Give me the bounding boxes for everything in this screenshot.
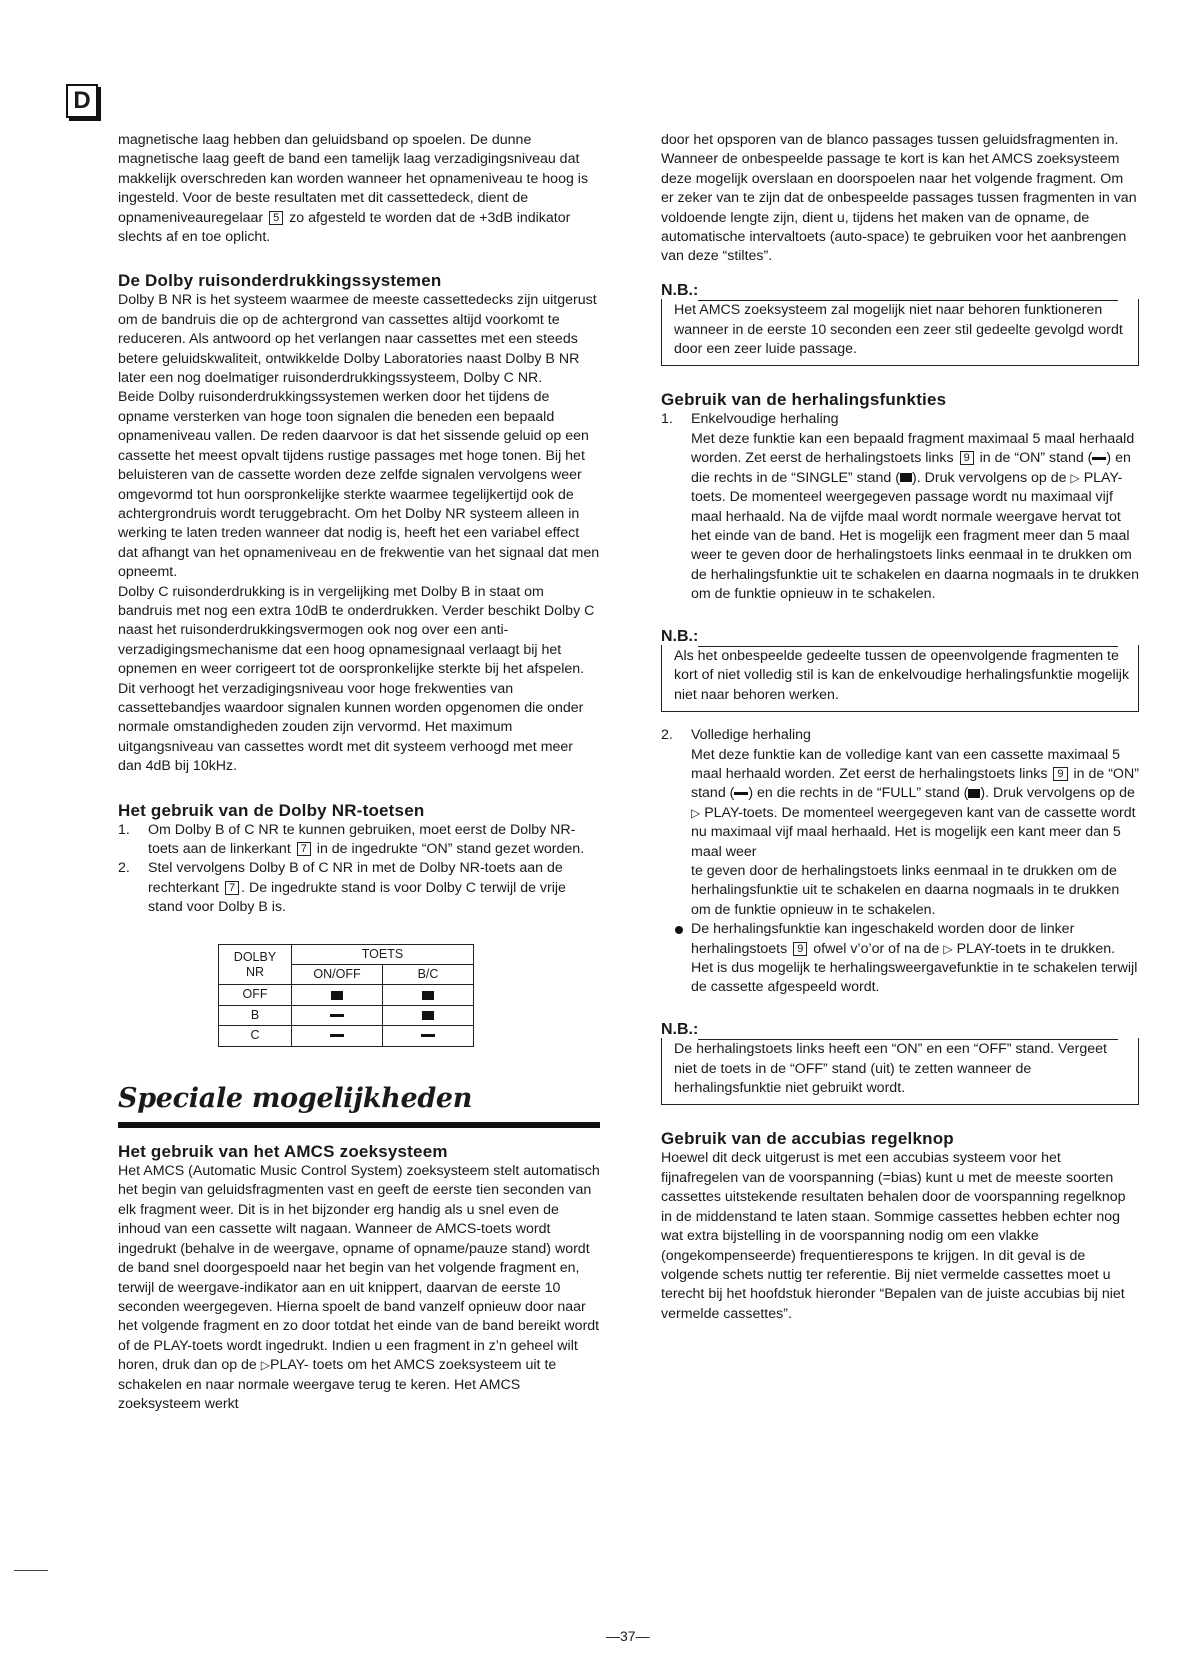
table-header-bc: B/C	[383, 965, 474, 985]
pressed-button-icon	[331, 991, 343, 1000]
amcs-paragraph: Het AMCS (Automatic Music Control System) zoeksysteem stelt automatisch het begin van geluidsfragmenten vast en geeft de eerste tien seconden van elk fragment weer. Dit is in het bijzonder erg handig als u snel even de inhoud van een cassette wilt nagaan. Wanneer de AMCS-toets wordt ingedrukt (behalve in de weergave, opname of opname/pauze stand) wordt de band snel doorgespoeld naar het begin van het volgende fragment en, terwijl de weergave-indikator aan en uit knippert, daarvan de eerste 10 seconden weergegeven. Hierna spoelt de band vanzelf opnieuw door naar het volgende fragment en zo door totdat het einde van de band bereikt wordt of de PLAY-toets wordt ingedrukt. Indien u een fragment in z’n geheel wilt horen, druk dan op de ▷PLAY- toets om het AMCS zoeksysteem uit te schakelen en naar normale weergave terug te keren. Het AMCS zoeksysteem werkt	[118, 1163, 600, 1412]
dolby-paragraph-1: Dolby B NR is het systeem waarmee de meeste cassettedecks zijn uitgerust om de bandruis die op de achtergrond van cassettes altijd voorkomt te reduceren. Als antwoord op het verlangen naar cassettes met een steeds betere geluidskwaliteit, ontwikkelde Dolby Laboratories naast Dolby B NR later een nog doelmatiger ruisonderdrukkingssysteem, Dolby C NR.	[118, 292, 597, 387]
heading-dolby-systems: De Dolby ruisonderdrukkingssystemen	[118, 271, 442, 291]
note-box-single	[661, 627, 1139, 713]
note-box-repeat	[661, 1020, 1139, 1106]
list-item: 2. Stel vervolgens Dolby B of C NR in met de Dolby NR-toets aan de rechterkant 7 . De ingedrukte stand is voor Dolby C terwijl de vrije stand voor Dolby B is.	[118, 860, 566, 916]
dolby-paragraph-3: Dolby C ruisonderdrukking is in vergelijking met Dolby B in staat om bandruis met nog een extra 10dB te onderdrukken. Verder beschikt Dolby C naast het ruisonderdrukkingsvermogen ook nog over een anti-verzadigingsmechanisme dat een hoog opnamesignaal verlaagt bij het opnemen en weer corrigeert tot de oorspronkelijke sterkte bij het afspelen. Dit verhoogt het verzadigingsniveau voor hoge frekwenties van cassettebandjes waardoor signalen kunnen worden opgenomen die onder normale omstandigheden zouden zijn vervormd. Het maximum uitgangsniveau van cassettes wordt met dit systeem verhoogd met meer dan 4dB bij 10kHz.	[118, 583, 595, 775]
single-repeat-paragraph: Met deze funktie kan een bepaald fragment maximaal 5 maal herhaald worden. Zet eerst de herhalingstoets links 9 in de “ON” stand ( ) en die rechts in de “SINGLE” stand ( ). Druk vervolgens op de ▷ PLAY-toets. De momenteel weergegeven passage wordt nu maximaal vijf maal herhaald. Na de vijfde maal wordt normale weergave hervat tot het einde van de band. Het is mogelijk een fragment meer dan 5 maal weer te geven door de herhalingstoets links eenmaal in te drukken om de herhalingsfunktie uit te schakelen en daarna nogmaals in te drukken om de funktie opnieuw in te schakelen.	[691, 430, 1139, 603]
note-text: Het AMCS zoeksysteem zal mogelijk niet naar behoren funktioneren wanneer in de eerste 10 seconden een zeer stil gedeelte gevolgd wordt door een zeer luide passage.	[674, 302, 1123, 358]
key-9-icon: 9	[793, 942, 807, 956]
intro-paragraph: magnetische laag hebben dan geluidsband op spoelen. De dunne magnetische laag geeft de band een tamelijk laag verzadigingsniveau dat makkelijk overschreden kan worden wanneer het opnameniveau te hoog is ingesteld. Voor de beste resultaten met dit cassettedeck, dient de opnameniveauregelaar 5 zo afgesteld te worden dat de +3dB indikator slechts af en toe oplicht.	[118, 132, 589, 246]
heading-accubias: Gebruik van de accubias regelknop	[661, 1129, 954, 1149]
accubias-paragraph: Hoewel dit deck uitgerust is met een accubias systeem voor het fijnafregelen van de voorspanning (=bias) kunt u met de meeste soorten cassettes uitstekende resultaten behalen door de voorspanning regelknop in de middenstand te laten staan. Sommige cassettes hebben echter nog wat extra bijstelling in de voorspanning nodig om een vlakke (ongekompenseerde) frequentierespons te krijgen. In dit geval is de volgende schets nuttig ter referentie. Bij niet vermelde cassettes moet u terecht bij het hoofdstuk hieronder “Bepalen van de juiste accubias bij niet vermelde cassettes”.	[661, 1150, 1126, 1322]
bullet-icon	[675, 926, 683, 934]
list-item: 1. Enkelvoudige herhaling	[661, 411, 839, 428]
heading-dolby-use: Het gebruik van de Dolby NR-toetsen	[118, 800, 425, 820]
language-badge: D	[66, 84, 98, 118]
note-text: Als het onbespeelde gedeelte tussen de opeenvolgende fragmenten te kort of niet volledig stil is kan de enkelvoudige herhalingsfunktie mogelijk niet naar behoren werken.	[674, 647, 1130, 703]
table-header-toets: TOETS	[292, 944, 474, 964]
amcs-continued-paragraph: door het opsporen van de blanco passages tussen geluidsfragmenten in. Wanneer de onbespeelde passage te kort is kan het AMCS zoeksysteem deze mogelijk overslaan en doorspoelen naar het volgende fragment. Om er zeker van te zijn dat de onbespeelde passages tussen fragmenten in van voldoende lengte zijn, dient u, tijdens het maken van de opname, de automatische intervaltoets (auto-space) te gebruiken voor het aanbrengen van deze “stiltes”.	[661, 132, 1137, 265]
table-header-onoff: ON/OFF	[292, 965, 383, 985]
note-label: N.B.:	[661, 627, 699, 645]
repeat-list	[661, 410, 1139, 429]
page-number: —37—	[606, 1628, 650, 1644]
list-item: De herhalingsfunktie kan ingeschakeld worden door de linker herhalingstoets 9 ofwel v’o’or of na de ▷ PLAY-toets in te drukken. Het is dus mogelijk te herhalingsweergavefunktie in te schakelen terwijl de cassette afgespeeld wordt.	[661, 920, 1139, 998]
note-box-amcs	[661, 281, 1139, 367]
note-text: De herhalingstoets links heeft een “ON” en een “OFF” stand. Vergeet niet de toets in de “OFF” stand (uit) te zetten wanneer de herhalingsfunktie niet gebruikt wordt.	[674, 1041, 1107, 1097]
heading-repeat: Gebruik van de herhalingsfunkties	[661, 390, 947, 410]
dolby-paragraph-2: Beide Dolby ruisonderdrukkingssystemen werken door het tijdens de opname versterken van hoge toon signalen die beneden een bepaald opnameniveau vallen. De reden daarvoor is dat het sissende geluid op een cassette het meest opvalt tijdens rustige passages met hoge tonen. Bij het beluisteren van de cassette worden deze zelfde signalen vervolgens weer omgevormd tot hun oorspronkelijke sterkte waarmee tegelijkertijd ook de achtergrondruis wordt teruggebracht. Om het Dolby NR systeem alleen in werking te laten treden wanneer dat nodig is, heeft het een variabel effect dat afhangt van het opnameniveau en de frekwentie van het signaal dat men opneemt.	[118, 389, 600, 581]
released-button-icon	[330, 1034, 344, 1037]
pressed-button-icon	[968, 789, 980, 798]
play-icon: ▷	[1070, 470, 1080, 485]
full-repeat-paragraph: Met deze funktie kan de volledige kant van een cassette maximaal 5 maal herhaald worden. Zet eerst de herhalingstoets links 9 in de “ON” stand ( ) en die rechts in de “FULL” stand ( ). Druk vervolgens op de ▷ PLAY-toets. De momenteel weergegeven kant van de cassette wordt nu maximaal vijf maal herhaald. Het is mogelijk een kant meer dan 5 maal weer	[691, 746, 1139, 860]
play-icon: ▷	[260, 1358, 271, 1373]
play-icon: ▷	[691, 805, 701, 820]
list-item: 1. Om Dolby B of C NR te kunnen gebruiken, moet eerst de Dolby NR-toets aan de linkerkant 7 in de ingedrukte “ON” stand gezet worden.	[118, 821, 585, 857]
play-icon: ▷	[943, 941, 953, 956]
key-7-icon: 7	[297, 842, 311, 856]
section-title-speciale: Speciale mogelijkheden	[118, 1082, 473, 1114]
full-repeat-paragraph-continued: te geven door de herhalingstoets links eenmaal in te drukken om de herhalingsfunktie uit te schakelen en daarna nogmaals in te drukken om de funktie opnieuw in te schakelen.	[691, 863, 1120, 918]
key-9-icon: 9	[960, 451, 974, 465]
dolby-use-list	[118, 821, 600, 918]
left-column	[118, 131, 600, 1414]
released-button-icon	[1092, 457, 1106, 460]
key-9-icon: 9	[1053, 767, 1067, 781]
repeat-list-2	[661, 726, 1139, 745]
note-label: N.B.:	[661, 1020, 699, 1038]
key-7-icon: 7	[225, 881, 239, 895]
table-row: B	[219, 1005, 474, 1025]
table-row: OFF	[219, 985, 474, 1005]
table-header-dolby: DOLBY NR	[219, 944, 292, 985]
margin-mark	[14, 1570, 48, 1571]
pressed-button-icon	[422, 991, 434, 1000]
pressed-button-icon	[900, 473, 912, 482]
key-5-icon: 5	[269, 211, 283, 225]
pressed-button-icon	[422, 1011, 434, 1020]
dolby-settings-table	[218, 944, 474, 1047]
section-divider	[118, 1122, 600, 1128]
list-item: 2. Volledige herhaling	[661, 727, 811, 744]
released-button-icon	[421, 1034, 435, 1037]
released-button-icon	[330, 1014, 344, 1017]
right-column	[661, 131, 1139, 1324]
heading-amcs: Het gebruik van het AMCS zoeksysteem	[118, 1142, 448, 1162]
released-button-icon	[734, 792, 748, 795]
table-row: C	[219, 1026, 474, 1046]
note-label: N.B.:	[661, 281, 699, 299]
